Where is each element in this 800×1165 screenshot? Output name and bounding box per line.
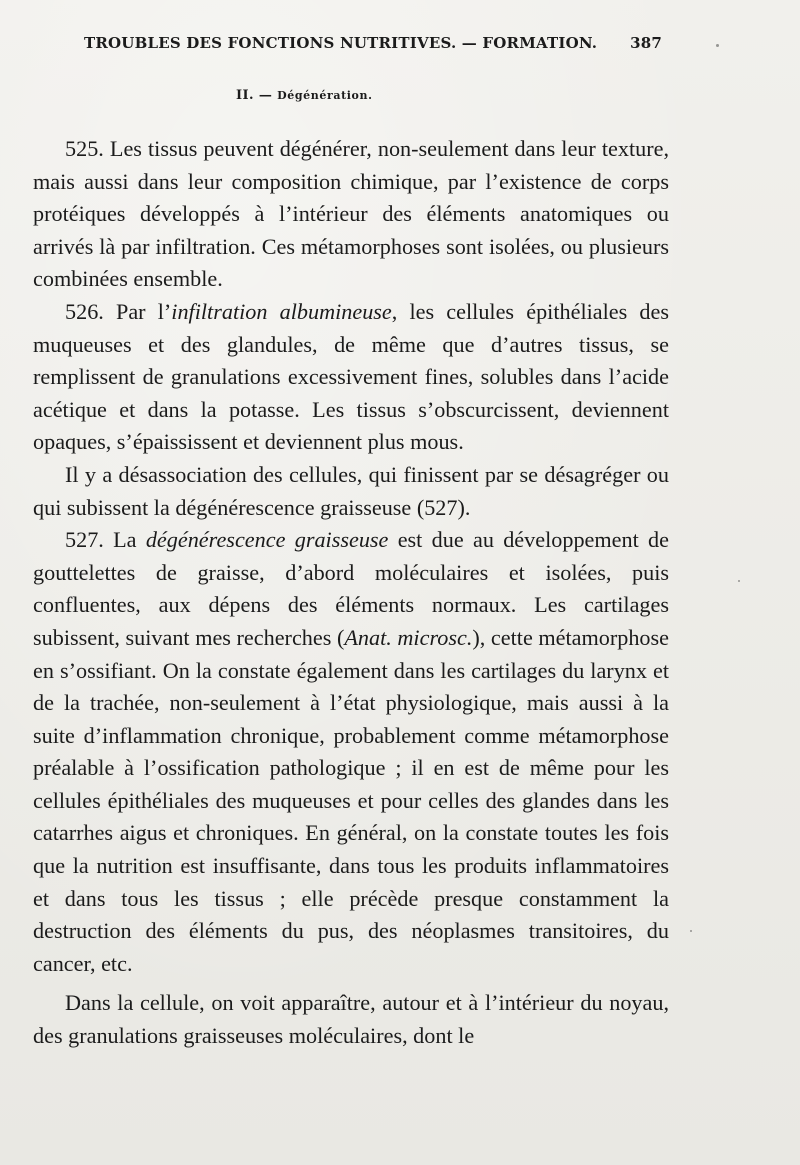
paragraph-text: , les cellules épithéliales des muqueuses et des glandules, de même que d’autres tissus, se remplissent de granulations excessivement fines, solubles dans l’acide acétique et dans la potasse. Les tissus s’obscurcissent, deviennent opaques, s’épaississent et deviennent plus mous.: [33, 298, 670, 455]
running-head-title: TROUBLES DES FONCTIONS NUTRITIVES. — FORMATION.: [84, 34, 598, 52]
paragraph: [33, 296, 669, 459]
italic-term: dégénérescence graisseuse: [145, 527, 389, 553]
body-text: [33, 133, 669, 1053]
show-through-texture: [0, 62, 800, 87]
print-speck: [690, 930, 692, 932]
paragraph-text: ), cette métamorphose en s’ossifiant. On la constate également dans les cartilages du larynx et de la trachée, non-seulement à l’état physiologique, mais aussi à la suite d’inflammation chronique, probablement comme métamorphose préalable à l’ossification pathologique ; il en est de même pour les cellules épithéliales des muqueuses et pour celles des glandes dans les catarrhes aigus et chroniques. En général, on la constate toutes les fois que la nutrition est insuffisante, dans tous les produits inflammatoires et dans tous les tissus ; elle précède presque constamment la destruction des éléments du pus, des néoplasmes transitoires, du cancer, etc.: [33, 624, 670, 976]
paragraph-text: Les tissus peuvent dégénérer, non-seulement dans leur texture, mais aussi dans leur composition chimique, par l’existence de corps protéiques développés à l’intérieur des éléments anatomiques ou arrivés là par infiltration. Ces métamorphoses sont isolées, ou plusieurs combinées ensemble.: [33, 136, 669, 292]
paragraph-text: Il y a désassociation des cellules, qui finissent par se désagréger ou qui subissent la dégénérescence graisseuse (527).: [33, 461, 669, 520]
paragraph-text: est due au développement de gouttelettes de graisse, d’abord moléculaires et isolées, puis confluentes, aux dépens des éléments normaux. Les cartilages subissent, suivant mes recherches (: [33, 527, 669, 650]
paragraph-text: Par l’: [103, 298, 172, 324]
paragraph: [33, 987, 669, 1052]
running-head: [62, 32, 662, 56]
paragraph-text: Dans la cellule, on voit apparaître, autour et à l’intérieur du noyau, des granulations graisseuses moléculaires, dont le: [33, 990, 669, 1049]
italic-term: Anat. microsc.: [344, 624, 473, 650]
section-heading: [236, 88, 373, 103]
paragraph-number: 527.: [65, 527, 104, 553]
paragraph-text: La: [103, 527, 146, 553]
paragraph: [33, 133, 669, 296]
page-number: 387: [630, 34, 662, 52]
paragraph: [33, 459, 669, 524]
paragraph-number: 525.: [65, 136, 104, 161]
section-numeral: II. —: [236, 88, 278, 103]
print-speck: [738, 580, 740, 582]
paragraph-number: 526.: [65, 298, 104, 324]
section-label: Dégénération.: [277, 89, 373, 102]
italic-term: infiltration albumineuse: [171, 298, 392, 324]
paragraph: [33, 524, 669, 980]
print-speck: [716, 44, 719, 47]
